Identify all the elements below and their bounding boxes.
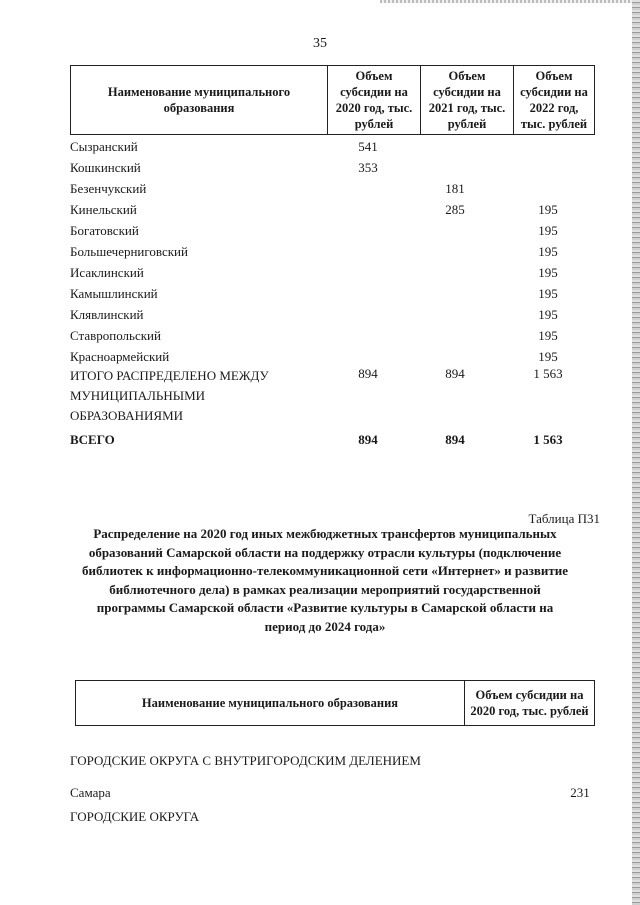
table1-header-2021: Объем субсидии на 2021 год, тыс. рублей (421, 66, 514, 135)
row-name: Самара (70, 785, 111, 800)
row-2022: 195 (538, 328, 558, 343)
row-2021: 181 (445, 181, 465, 196)
page-number: 35 (313, 36, 327, 51)
table2-header-name: Наименование муниципального образования (76, 681, 465, 726)
row-name: Сызранский (70, 139, 138, 154)
vsego-label: ВСЕГО (70, 432, 115, 447)
row-2022: 195 (538, 202, 558, 217)
row-name: Исаклинский (70, 265, 144, 280)
table-row (70, 327, 600, 345)
itogo-label: ИТОГО РАСПРЕДЕЛЕНО МЕЖДУ МУНИЦИПАЛЬНЫМИ ОБРАЗОВАНИЯМИ (70, 368, 269, 423)
row-name: ГОРОДСКИЕ ОКРУГА С ВНУТРИГОРОДСКИМ ДЕЛЕНИЕМ (70, 753, 421, 768)
table-row (70, 808, 610, 826)
row-2022: 195 (538, 307, 558, 322)
table2-header (75, 680, 595, 726)
row-name: Безенчукский (70, 181, 147, 196)
table-row (70, 348, 600, 366)
table-row (70, 222, 600, 240)
vsego-2022: 1 563 (533, 432, 563, 447)
itogo-row (70, 366, 600, 426)
table-row (70, 159, 600, 177)
table-row (70, 285, 600, 303)
itogo-2022: 1 563 (533, 366, 563, 381)
table1-header (70, 65, 595, 135)
row-2020: 353 (358, 160, 378, 175)
row-name: Кошкинский (70, 160, 141, 175)
vsego-row (70, 432, 600, 448)
row-name: Камышлинский (70, 286, 158, 301)
itogo-2020: 894 (358, 366, 378, 381)
table2-header-2020: Объем субсидии на 2020 год, тыс. рублей (465, 681, 595, 726)
table-label: Таблица П31 (528, 511, 600, 526)
table-row (70, 138, 600, 156)
row-name: Красноармейский (70, 349, 170, 364)
table-row (70, 784, 610, 802)
vsego-2020: 894 (358, 432, 378, 447)
table1-header-2020: Объем субсидии на 2020 год, тыс. рублей (328, 66, 421, 135)
vsego-2021: 894 (445, 432, 465, 447)
row-name: Клявлинский (70, 307, 144, 322)
table1-header-2022: Объем субсидии на 2022 год, тыс. рублей (514, 66, 595, 135)
row-value: 231 (570, 785, 590, 800)
row-2022: 195 (538, 349, 558, 364)
row-name: Ставропольский (70, 328, 161, 343)
row-2022: 195 (538, 223, 558, 238)
row-name: Большечерниговский (70, 244, 188, 259)
table-row (70, 752, 610, 770)
row-2021: 285 (445, 202, 465, 217)
table-row (70, 264, 600, 282)
table-row (70, 243, 600, 261)
row-name: Богатовский (70, 223, 139, 238)
scan-edge-right (632, 0, 640, 905)
itogo-2021: 894 (445, 366, 465, 381)
table1-header-name: Наименование муниципального образования (71, 66, 328, 135)
row-name: ГОРОДСКИЕ ОКРУГА (70, 809, 200, 824)
row-2022: 195 (538, 286, 558, 301)
table-caption: Распределение на 2020 год иных межбюджетных трансфертов муниципальных образований Самарской области на поддержку отрасли культуры (подключение библиотек к информационно-телекоммуникационной сети «Интернет» и развитие библиотечного дела) в рамках реализации мероприятий государственной программы Самарской области «Развитие культуры в Самарской области на период до 2024 года» (81, 526, 568, 634)
row-2022: 195 (538, 265, 558, 280)
table-row (70, 306, 600, 324)
table-row (70, 180, 600, 198)
table-row (70, 201, 600, 219)
row-2022: 195 (538, 244, 558, 259)
row-2020: 541 (358, 139, 378, 154)
scan-edge-top (380, 0, 632, 3)
row-name: Кинельский (70, 202, 137, 217)
